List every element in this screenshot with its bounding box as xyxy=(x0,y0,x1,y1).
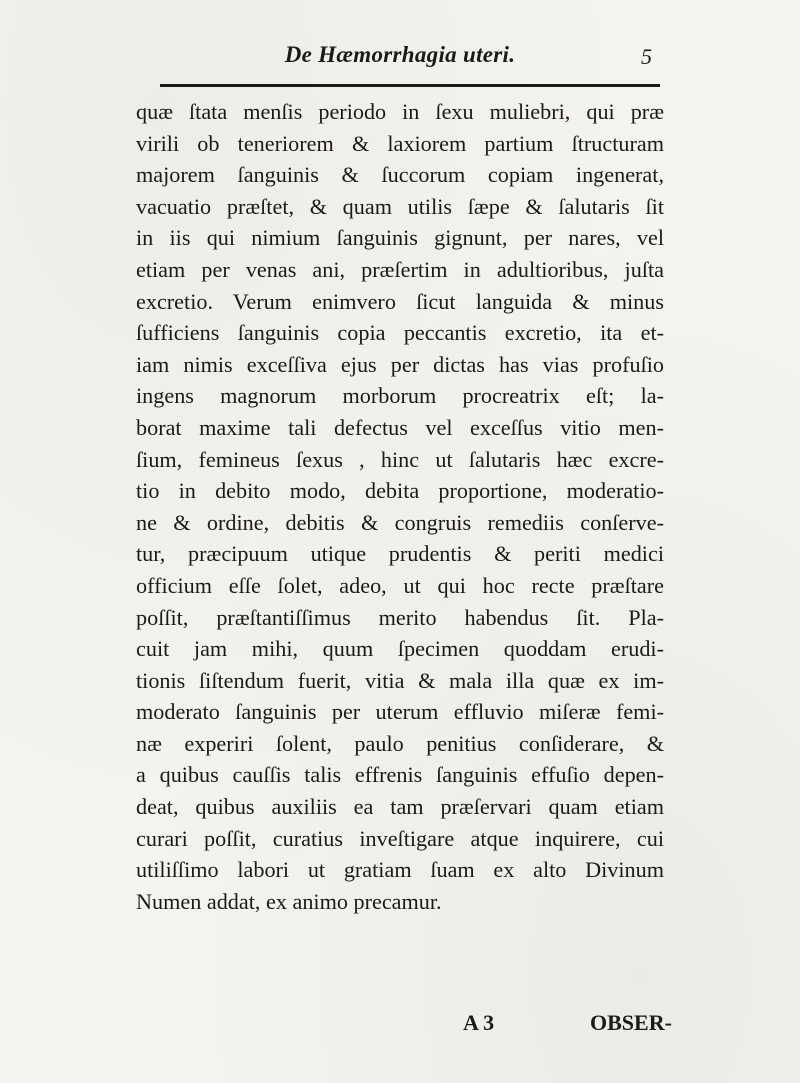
text-line: ingens magnorum morborum procreatrix eſt; la- xyxy=(136,383,664,409)
text-line: quæ ſtata menſis periodo in ſexu muliebri, qui præ xyxy=(136,99,664,124)
running-head xyxy=(0,42,800,72)
text-line: ſium, femineus ſexus , hinc ut ſalutaris hæc excre- xyxy=(136,446,664,472)
catchword: OBSER- xyxy=(590,1010,672,1035)
text-line: tionis ſiſtendum fuerit, vitia & mala illa quæ ex im- xyxy=(136,667,664,693)
text-line: utiliſſimo labori ut gratiam ſuam ex alto Divinum xyxy=(136,857,664,883)
text-line: ne & ordine, debitis & congruis remediis conſerve- xyxy=(136,509,664,535)
body-text xyxy=(136,96,664,917)
text-line-last: Numen addat, ex animo precamur. xyxy=(136,888,442,914)
text-line: poſſit, præſtantiſſimus merito habendus ſit. Pla- xyxy=(136,604,664,630)
text-line: officium eſſe ſolet, adeo, ut qui hoc recte præſtare xyxy=(136,572,664,598)
header-rule xyxy=(160,84,660,87)
text-line: iam nimis exceſſiva ejus per dictas has vias profuſio xyxy=(136,351,664,377)
running-title: De Hæmorrhagia uteri. xyxy=(284,42,516,67)
text-line: majorem ſanguinis & ſuccorum copiam ingenerat, xyxy=(136,162,664,188)
text-line: a quibus cauſſis talis effrenis ſanguinis effuſio depen- xyxy=(136,762,664,788)
text-line: excretio. Verum enimvero ſicut languida & minus xyxy=(136,288,664,314)
text-line: tur, præcipuum utique prudentis & periti medici xyxy=(136,541,664,567)
text-line: in iis qui nimium ſanguinis gignunt, per nares, vel xyxy=(136,225,664,251)
text-line: vacuatio præſtet, & quam utilis ſæpe & ſalutaris ſit xyxy=(136,193,664,219)
text-line: tio in debito modo, debita proportione, moderatio- xyxy=(136,478,664,504)
text-line: cuit jam mihi, quum ſpecimen quoddam erudi- xyxy=(136,636,664,662)
text-line: virili ob teneriorem & laxiorem partium ſtructuram xyxy=(136,130,664,156)
signature-mark: A 3 xyxy=(463,1010,495,1035)
text-line: moderato ſanguinis per uterum effluvio miſeræ femi- xyxy=(136,699,664,725)
page-number: 5 xyxy=(641,44,652,69)
text-line: ſufficiens ſanguinis copia peccantis excretio, ita et- xyxy=(136,320,664,346)
text-line: etiam per venas ani, præſertim in adultioribus, juſta xyxy=(136,256,664,282)
text-line: curari poſſit, curatius inveſtigare atque inquirere, cui xyxy=(136,825,664,851)
page-footer xyxy=(0,1010,800,1046)
text-line: borat maxime tali defectus vel exceſſus vitio men- xyxy=(136,414,664,440)
text-line: deat, quibus auxiliis ea tam præſervari quam etiam xyxy=(136,794,664,820)
text-line: næ experiri ſolent, paulo penitius conſiderare, & xyxy=(136,730,664,756)
